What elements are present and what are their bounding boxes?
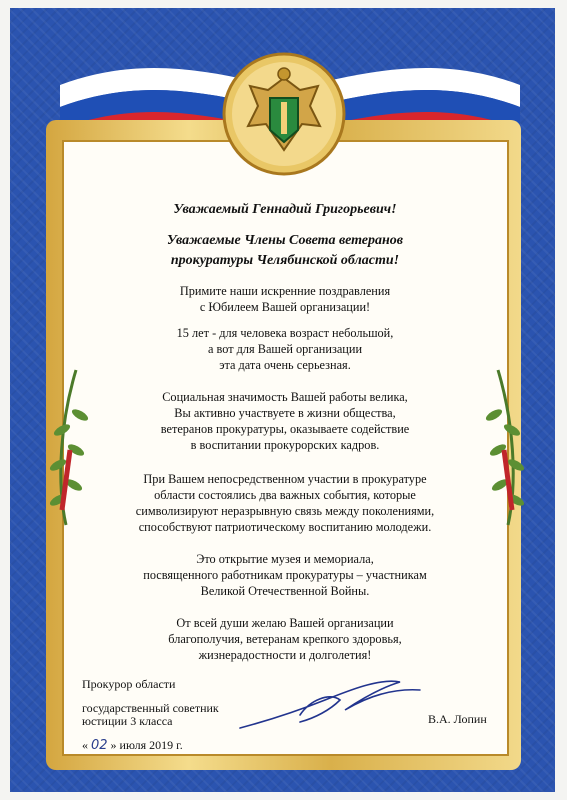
date-quote-open: « [82,738,88,752]
body-text-line: посвященного работникам прокуратуры – участникам [143,568,427,582]
date-day: 02 [91,738,108,753]
body-text-line: области состоялись два важных события, которые [154,488,416,502]
body-text-line: Вы активно участвуете в жизни общества, [174,406,396,420]
greeting-secondary-line: прокуратуры Челябинской области! [170,253,400,268]
body-text-line: эта дата очень серьезная. [219,358,351,372]
body-text-line: жизнерадостности и долголетия! [198,648,372,662]
greeting-secondary-line: Уважаемые Члены Совета ветеранов [166,233,404,248]
body-text-line: благополучия, ветеранам крепкого здоровья, [168,632,402,646]
signer-rank-line: государственный советник [82,701,219,715]
body-text-line: в воспитании прокурорских кадров. [190,438,380,452]
signer-name: В.А. Лопин [428,712,487,726]
body-text-line: с Юбилеем Вашей организации! [199,300,371,314]
signer-rank-line: юстиции 3 класса [82,714,173,728]
body-text-line: От всей души желаю Вашей организации [176,616,394,630]
body-text-line: способствуют патриотическому воспитанию молодежи. [138,520,432,534]
body-text-line: Это открытие музея и мемориала, [196,552,374,566]
date-month-year: » июля 2019 г. [110,738,183,752]
signer-position: Прокурор области [82,677,176,691]
body-text-line: Великой Отечественной Войны. [200,584,370,598]
body-text-line: а вот для Вашей организации [207,342,363,356]
body-text-line: Социальная значимость Вашей работы велика, [162,390,408,404]
body-text-line: 15 лет - для человека возраст небольшой, [176,326,394,340]
prosecutor-emblem-icon [220,50,348,178]
greeting-primary: Уважаемый Геннадий Григорьевич! [173,202,397,217]
handwritten-signature [230,670,430,740]
signature-date [82,738,183,753]
body-text-line: символизируют неразрывную связь между поколениями, [135,504,435,518]
body-text-line: Примите наши искренние поздравления [179,284,391,298]
body-text-line: При Вашем непосредственном участии в прокуратуре [143,472,427,486]
body-text-line: ветеранов прокуратуры, оказываете содействие [160,422,410,436]
